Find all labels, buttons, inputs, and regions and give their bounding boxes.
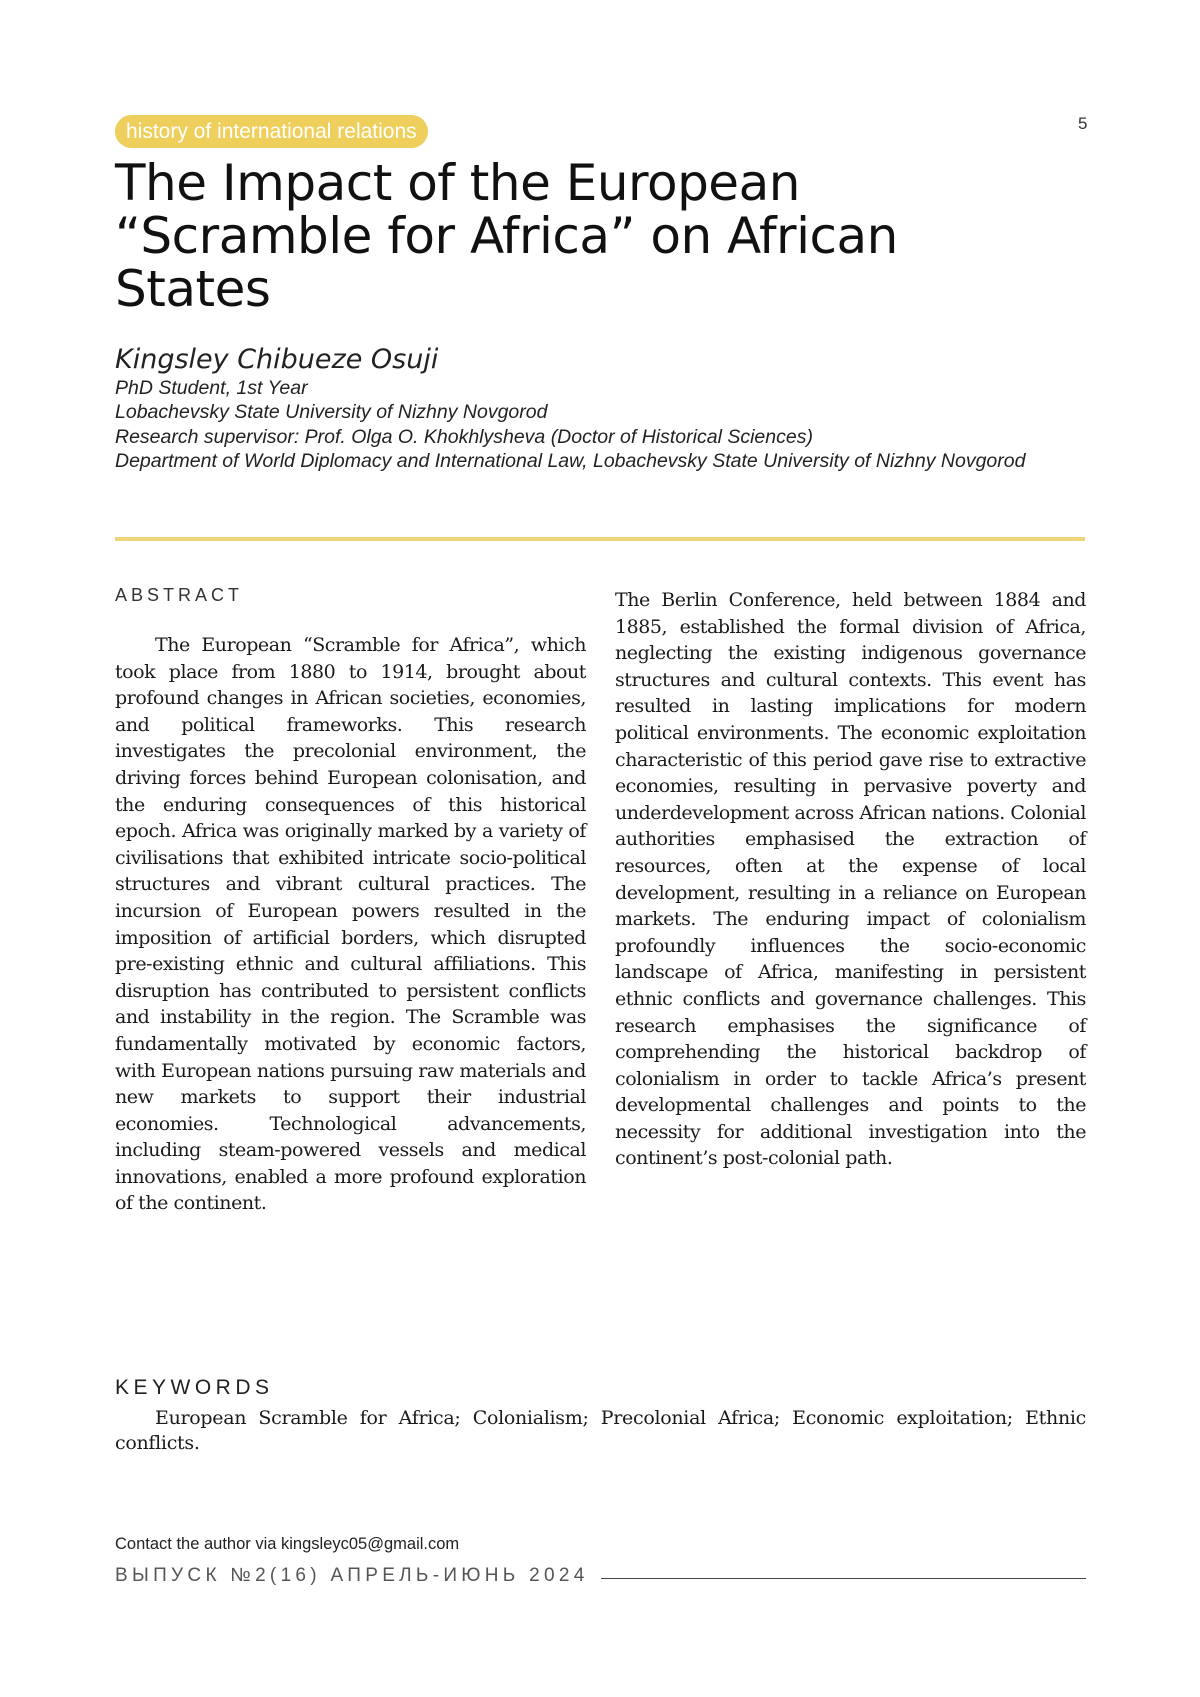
abstract-paragraph: The European “Scramble for Africa”, which took place from 1880 to 1914, brought about profound changes in African societies, economies, and political frameworks. This research investigates the precolonial environment, the driving forces behind European colonisation, and the enduring consequences of this historical epoch. Africa was originally marked by a variety of civilisations that exhibited intricate socio-political structures and vibrant cultural practices. The incursion of European powers resulted in the imposition of artificial borders, which disrupted pre-existing ethnic and cultural affiliations. This disruption has contributed to persistent conflicts and instability in the region. The Scramble was fundamentally motivated by economic factors, with European nations pursuing raw materials and new markets to support their industrial economies. Technological advancements, including steam-powered vessels and medical innovations, enabled a more profound exploration of the continent. <box>115 634 586 1215</box>
keywords-heading: KEYWORDS <box>115 1376 274 1399</box>
issue-label: ВЫПУСК №2(16) АПРЕЛЬ-ИЮНЬ 2024 <box>115 1565 589 1586</box>
keywords-text: European Scramble for Africa; Colonialism; Precolonial Africa; Economic exploitation; Ethnic conflicts. <box>115 1407 1086 1454</box>
author-affiliation <box>115 376 1075 474</box>
abstract-paragraph: The Berlin Conference, held between 1884 and 1885, established the formal division of Africa, neglecting the existing indigenous governance structures and cultural contexts. This event has resulted in lasting implications for modern political environments. The economic exploitation characteristic of this period gave rise to extractive economies, resulting in pervasive poverty and underdevelopment across African nations. Colonial authorities emphasised the extraction of resources, often at the expense of local development, resulting in a reliance on European markets. The enduring impact of colonialism profoundly influences the socio-economic landscape of Africa, manifesting in persistent ethnic conflicts and governance challenges. This research emphasises the significance of comprehending the historical backdrop of colonialism in order to tackle Africa’s present developmental challenges and points to the necessity for additional investigation into the continent’s post-colonial path. <box>615 589 1086 1170</box>
gold-divider <box>115 537 1085 541</box>
author-contact: Contact the author via kingsleyc05@gmail.com <box>115 1535 460 1553</box>
section-rubric-badge: history of international relations <box>115 115 428 148</box>
affiliation-line: PhD Student, 1st Year <box>115 377 308 399</box>
article-title: The Impact of the European “Scramble for Africa” on African States <box>115 154 898 318</box>
page-number: 5 <box>1078 114 1088 133</box>
affiliation-line: Department of World Diplomacy and International Law, Lobachevsky State University of Nizhny Novgorod <box>115 450 1026 473</box>
affiliation-line: Lobachevsky State University of Nizhny Novgorod <box>115 401 548 424</box>
author-name: Kingsley Chibueze Osuji <box>115 344 439 375</box>
abstract-heading: ABSTRACT <box>115 585 244 605</box>
footer-rule <box>601 1578 1086 1579</box>
affiliation-line: Research supervisor: Prof. Olga O. Khokhlysheva (Doctor of Historical Sciences) <box>115 425 813 448</box>
